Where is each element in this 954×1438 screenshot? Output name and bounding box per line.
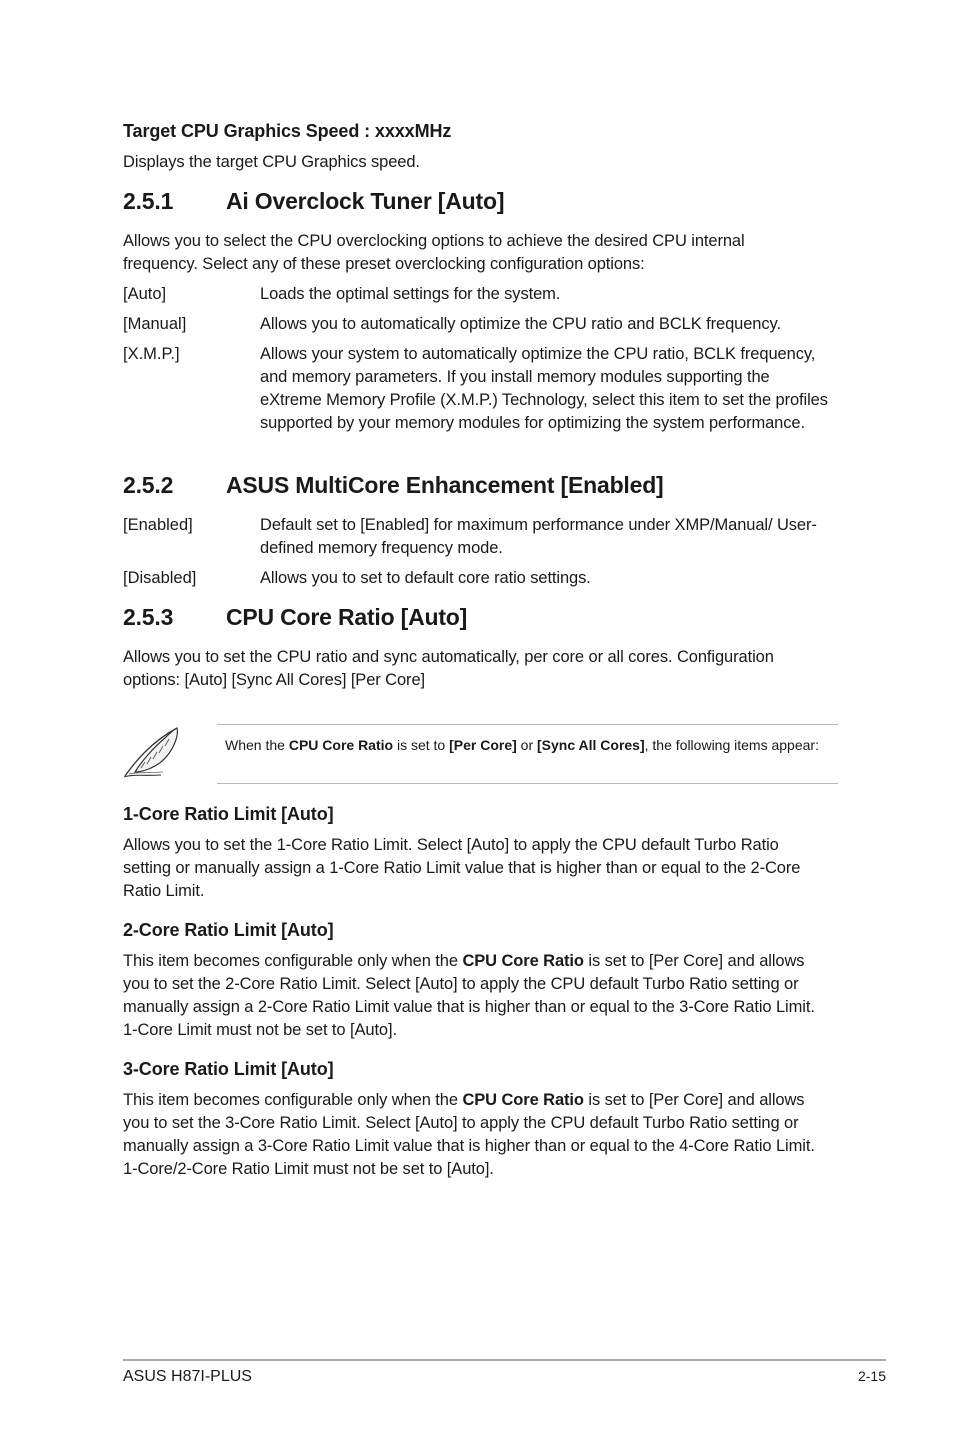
- note-text-part: , the following items appear:: [644, 737, 819, 753]
- note-feather-pen-icon: [121, 722, 181, 780]
- section-title: Ai Overclock Tuner [Auto]: [226, 188, 505, 214]
- note-text-part: or: [516, 737, 538, 753]
- section-2-5-2-heading: [123, 472, 664, 499]
- section-number: 2.5.3: [123, 604, 174, 630]
- note-text-part: is set to: [393, 737, 450, 753]
- section-title: CPU Core Ratio [Auto]: [226, 604, 468, 630]
- core1-desc: Allows you to set the 1-Core Ratio Limit. Select [Auto] to apply the CPU default Turbo Ratio setting or manually assign a 1-Core Ratio Limit value that is higher than or equal to the 2-Core Ratio Limit.: [123, 836, 801, 900]
- footer-divider: [123, 1359, 886, 1361]
- note-text: [225, 735, 830, 755]
- section-2-5-1-heading: [123, 188, 504, 215]
- core3-desc-bold: CPU Core Ratio: [462, 1091, 584, 1109]
- graphics-speed-desc: Displays the target CPU Graphics speed.: [123, 153, 420, 171]
- note-text-part: When the: [225, 737, 289, 753]
- footer-product-name: ASUS H87I-PLUS: [123, 1368, 252, 1385]
- option-key: [Manual]: [123, 315, 187, 333]
- core2-desc-part: This item becomes configurable only when the: [123, 952, 463, 970]
- option-desc: Loads the optimal settings for the system.: [260, 285, 561, 303]
- core3-title: 3-Core Ratio Limit [Auto]: [123, 1059, 334, 1079]
- core2-desc-bold: CPU Core Ratio: [462, 952, 584, 970]
- section-2-5-3-heading: [123, 604, 467, 631]
- option-desc: Allows you to automatically optimize the CPU ratio and BCLK frequency.: [260, 315, 781, 333]
- note-text-bold: [Sync All Cores]: [537, 737, 645, 753]
- core2-desc: [123, 950, 828, 1042]
- option-key: [Disabled]: [123, 569, 197, 587]
- core3-desc: [123, 1089, 828, 1181]
- option-key: [Auto]: [123, 285, 167, 303]
- section-number: 2.5.2: [123, 472, 174, 498]
- core2-desc-part: is set to [Per Core] and allows you to set the 2-Core Ratio Limit. Select [Auto] to apply the CPU default Turbo Ratio setting or manually assign a 2-Core Ratio Limit value that is higher than or equal to the 3-Core Ratio Limit. 1-Core Limit must not be set to [Auto].: [123, 952, 815, 1039]
- core3-desc-part: This item becomes configurable only when the: [123, 1091, 463, 1109]
- note-text-bold: [Per Core]: [449, 737, 517, 753]
- option-desc: Default set to [Enabled] for maximum performance under XMP/Manual/ User-defined memory frequency mode.: [260, 516, 817, 557]
- graphics-speed-title: Target CPU Graphics Speed : xxxxMHz: [123, 121, 452, 141]
- section-number: 2.5.1: [123, 188, 174, 214]
- option-desc: Allows your system to automatically optimize the CPU ratio, BCLK frequency, and memory parameters. If you install memory modules supporting the eXtreme Memory Profile (X.M.P.) Technology, select this item to set the profiles supported by your memory modules for optimizing the system performance.: [260, 345, 828, 432]
- section-2-5-3-intro: Allows you to set the CPU ratio and sync automatically, per core or all cores. Configuration options: [Auto] [Sync All Cores] [Per Core]: [123, 648, 774, 689]
- core1-title: 1-Core Ratio Limit [Auto]: [123, 804, 334, 824]
- footer-page-number: 2-15: [857, 1368, 886, 1384]
- option-key: [Enabled]: [123, 516, 193, 534]
- option-desc: Allows you to set to default core ratio settings.: [260, 569, 591, 587]
- section-title: ASUS MultiCore Enhancement [Enabled]: [226, 472, 664, 498]
- note-text-bold: CPU Core Ratio: [288, 737, 394, 753]
- option-key: [X.M.P.]: [123, 345, 180, 363]
- core2-title: 2-Core Ratio Limit [Auto]: [123, 920, 334, 940]
- core3-desc-part: is set to [Per Core] and allows you to set the 3-Core Ratio Limit. Select [Auto] to apply the CPU default Turbo Ratio setting or manually assign a 3-Core Ratio Limit value that is higher than or equal to the 4-Core Ratio Limit. 1-Core/2-Core Ratio Limit must not be set to [Auto].: [123, 1091, 815, 1178]
- section-2-5-1-intro: Allows you to select the CPU overclocking options to achieve the desired CPU internal frequency. Select any of these preset overclocking configuration options:: [123, 232, 745, 273]
